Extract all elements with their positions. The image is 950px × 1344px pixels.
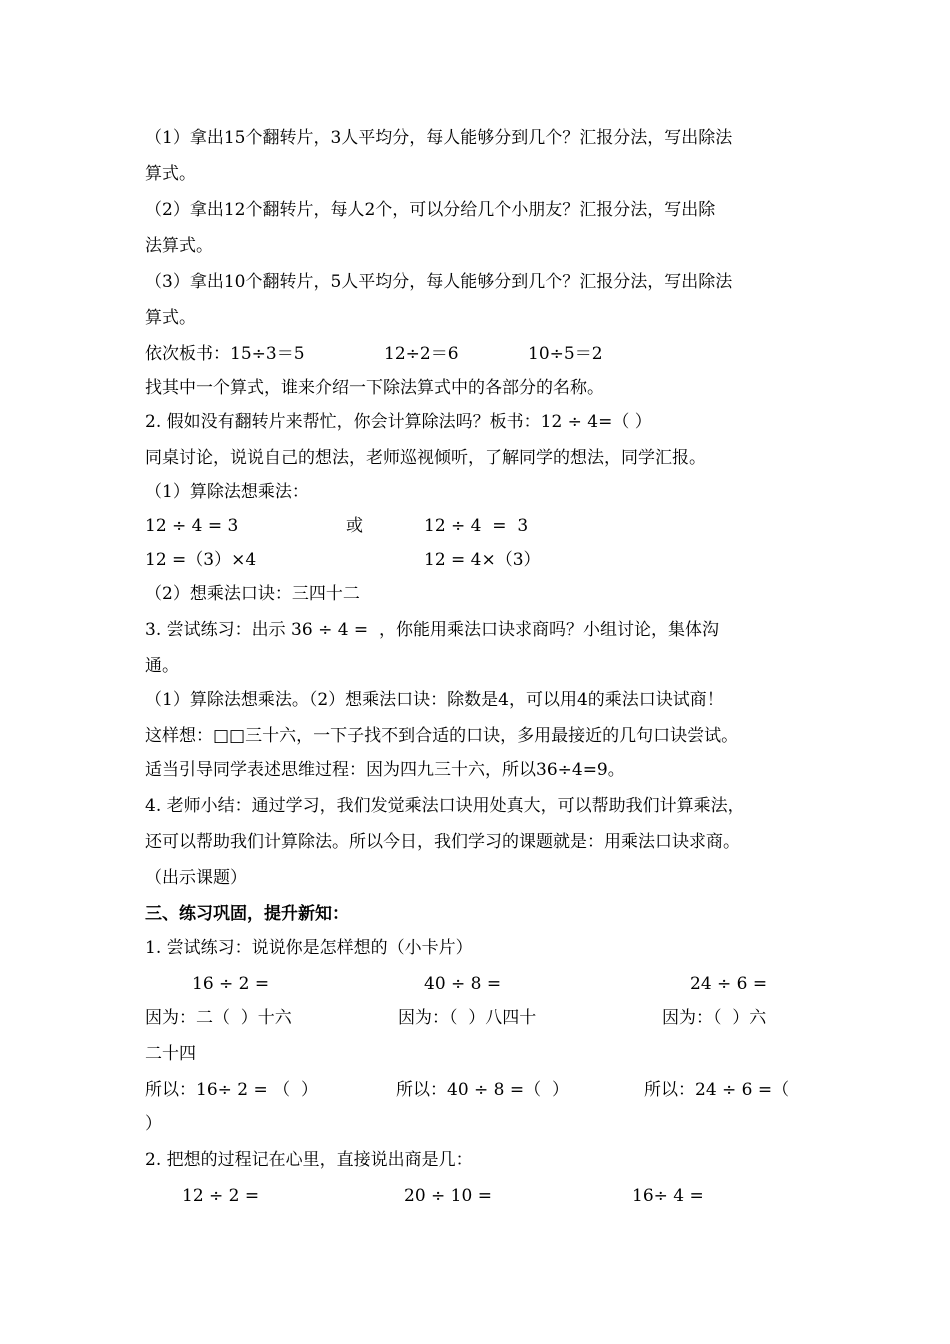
text-line: 2. 把想的过程记在心里，直接说出商是几： bbox=[145, 1150, 473, 1170]
text-line: 还可以帮助我们计算除法。所以今日，我们学习的课题就是：用乘法口诀求商。 bbox=[145, 832, 740, 852]
text-line: 3. 尝试练习：出示 36 ÷ 4 = ，你能用乘法口诀求商吗？小组讨论，集体沟 bbox=[145, 620, 719, 640]
text-line: 16 ÷ 2 = bbox=[192, 974, 270, 994]
text-line: 因为：（ ）八四十 bbox=[398, 1008, 537, 1028]
text-line: 12 ÷ 2 = bbox=[182, 1186, 260, 1206]
text-line: （3）拿出10个翻转片，5人平均分，每人能够分到几个？汇报分法，写出除法 bbox=[145, 272, 733, 292]
text-line: 二十四 bbox=[145, 1044, 196, 1064]
text-line: （出示课题） bbox=[145, 868, 247, 888]
text-line: 2. 假如没有翻转片来帮忙，你会计算除法吗？板书：12 ÷ 4=（ ） bbox=[145, 412, 652, 432]
text-line: 因为：二（ ）十六 bbox=[145, 1008, 292, 1028]
text-line: 12 = 4×（3） bbox=[424, 550, 541, 570]
text-line: 因为：（ ）六 bbox=[662, 1008, 767, 1028]
text-line: 12 ÷ 4 = 3 bbox=[145, 516, 239, 536]
text-line: （1）拿出15个翻转片，3人平均分，每人能够分到几个？汇报分法，写出除法 bbox=[145, 128, 733, 148]
text-line: 通。 bbox=[145, 656, 179, 676]
text-line: 所以：40 ÷ 8 =（ ） bbox=[396, 1080, 569, 1100]
text-line: 算式。 bbox=[145, 308, 196, 328]
section-heading: 三、练习巩固，提升新知： bbox=[145, 904, 349, 924]
text-line: ） bbox=[145, 1114, 162, 1134]
text-line: 找其中一个算式，谁来介绍一下除法算式中的各部分的名称。 bbox=[145, 378, 604, 398]
text-line: 同桌讨论，说说自己的想法，老师巡视倾听，了解同学的想法，同学汇报。 bbox=[145, 448, 706, 468]
text-line: 适当引导同学表述思维过程：因为四九三十六，所以36÷4=9。 bbox=[145, 760, 625, 780]
text-line: 4. 老师小结：通过学习，我们发觉乘法口诀用处真大，可以帮助我们计算乘法， bbox=[145, 796, 745, 816]
text-line: 10÷5＝2 bbox=[528, 344, 603, 364]
text-line: 算式。 bbox=[145, 164, 196, 184]
text-line: 所以：24 ÷ 6 =（ bbox=[644, 1080, 790, 1100]
text-line: 20 ÷ 10 = bbox=[404, 1186, 492, 1206]
text-line: 12÷2＝6 bbox=[384, 344, 459, 364]
text-line: 24 ÷ 6 = bbox=[690, 974, 768, 994]
text-line: （2）拿出12个翻转片，每人2个，可以分给几个小朋友？汇报分法，写出除 bbox=[145, 200, 716, 220]
text-line: （1）算除法想乘法： bbox=[145, 482, 309, 502]
text-line: 16÷ 4 = bbox=[632, 1186, 704, 1206]
text-line: 12 ÷ 4 = 3 bbox=[424, 516, 529, 536]
text-line: 依次板书：15÷3＝5 bbox=[145, 344, 305, 364]
text-line: 12 =（3）×4 bbox=[145, 550, 257, 570]
text-line: （1）算除法想乘法。（2）想乘法口诀：除数是4，可以用4的乘法口诀试商！ bbox=[145, 690, 724, 710]
text-line: （2）想乘法口诀：三四十二 bbox=[145, 584, 360, 604]
text-line: 法算式。 bbox=[145, 236, 213, 256]
text-line: 1. 尝试练习：说说你是怎样想的（小卡片） bbox=[145, 938, 473, 958]
text-line: 40 ÷ 8 = bbox=[424, 974, 502, 994]
text-line: 所以：16÷ 2 = （ ） bbox=[145, 1080, 318, 1100]
text-line: 这样想：□□三十六，一下子找不到合适的口诀，多用最接近的几句口诀尝试。 bbox=[145, 726, 739, 746]
text-line: 或 bbox=[346, 516, 363, 536]
